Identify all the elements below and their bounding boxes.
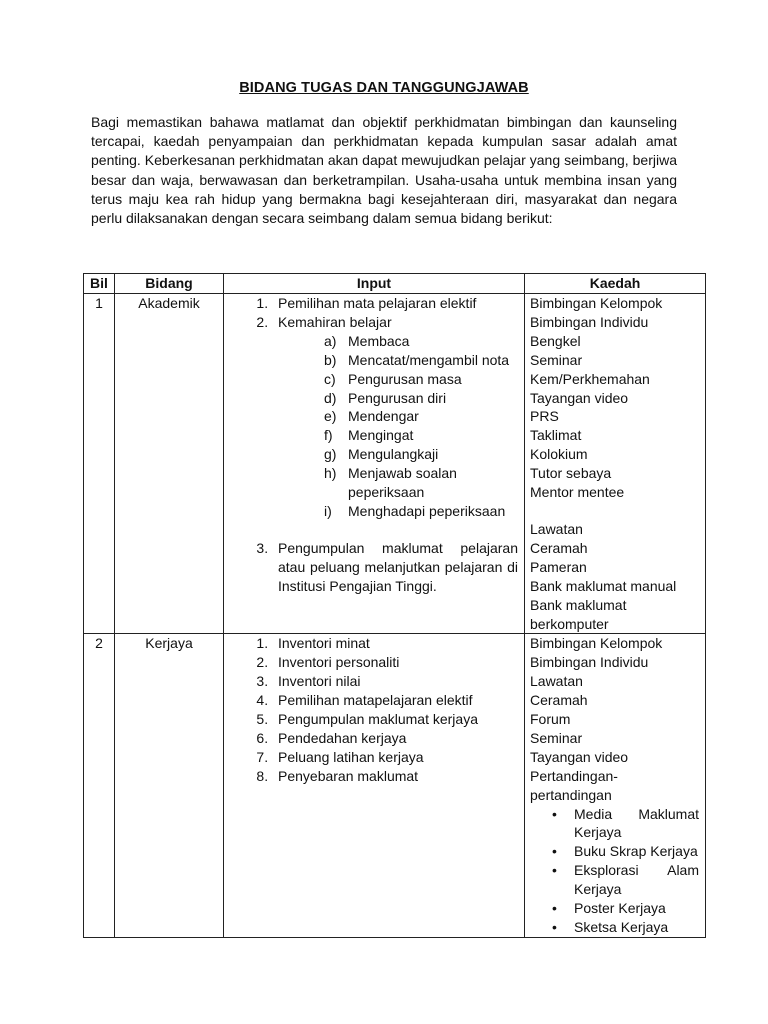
sub-list-item: e) Mendengar	[324, 408, 419, 425]
row-bil: 1	[84, 294, 115, 634]
sub-list-item: h) Menjawab soalan peperiksaan	[324, 465, 457, 501]
list-item: Mentor mentee	[530, 484, 625, 501]
input-list-continued	[224, 539, 524, 596]
list-item: Seminar	[530, 729, 583, 746]
list-item: PRS	[530, 408, 559, 425]
input-list	[224, 634, 524, 785]
sub-list-item: i) Menghadapi peperiksaan	[324, 502, 506, 519]
list-item: Bimbingan Individu	[530, 654, 649, 671]
row-kaedah	[525, 294, 706, 634]
sub-list-item: a) Membaca	[324, 332, 410, 349]
list-item: 2. Kemahiran belajar a) Membaca b) Mencatat/mengambil nota c) Pengurusan masa d) Pengurusan diri e) Mendengar f) Mengingat g) Mengulangkaji h) Menjawab soalan peperiksaan i) Menghadapi peperiksaan	[272, 313, 524, 521]
list-item: berkomputer	[530, 615, 609, 632]
list-item: Bimbingan Individu	[530, 313, 649, 330]
header-input: Input	[224, 274, 525, 294]
sub-list-item: g) Mengulangkaji	[324, 446, 439, 463]
list-item: 6. Pendedahan kerjaya	[272, 729, 524, 748]
sub-list-item: b) Mencatat/mengambil nota	[324, 351, 510, 368]
list-item: 1. Inventori minat	[272, 634, 524, 653]
table-row	[84, 634, 706, 938]
list-item: Ceramah	[530, 539, 588, 556]
kaedah-list	[525, 634, 705, 937]
list-item: pertandingan	[530, 786, 612, 803]
row-kaedah	[525, 634, 706, 938]
list-item: Bimbingan Kelompok	[530, 295, 663, 311]
kaedah-list	[525, 294, 705, 633]
list-item: Pameran	[530, 558, 587, 575]
list-item: Bank maklumat manual	[530, 577, 677, 594]
header-bidang: Bidang	[115, 274, 224, 294]
list-item: Bengkel	[530, 332, 581, 349]
sub-list	[278, 332, 524, 521]
bullet-item: • Eksplorasi Alam Kerjaya	[574, 861, 699, 899]
list-item: Forum	[530, 711, 571, 728]
list-item: Bank maklumat	[530, 596, 627, 613]
list-item: 7. Peluang latihan kerjaya	[272, 748, 524, 767]
row-input	[224, 634, 525, 938]
list-item: 2. Inventori personaliti	[272, 653, 524, 672]
list-item: Taklimat	[530, 427, 582, 444]
list-item: Pertandingan-	[530, 767, 618, 784]
header-bil: Bil	[84, 274, 115, 294]
list-item: Bimbingan Kelompok	[530, 635, 663, 652]
kaedah-bullet-list	[530, 805, 699, 937]
row-bidang: Kerjaya	[115, 634, 224, 938]
list-item: 5. Pengumpulan maklumat kerjaya	[272, 710, 524, 729]
input-list	[224, 294, 524, 521]
bullet-item: • Media Maklumat Kerjaya	[574, 805, 699, 843]
bullet-item: • Poster Kerjaya	[574, 899, 699, 918]
table-row	[84, 294, 706, 634]
list-item: 4. Pemilihan matapelajaran elektif	[272, 691, 524, 710]
row-input	[224, 294, 525, 634]
list-item: Tayangan video	[530, 748, 629, 765]
list-item: Lawatan	[530, 520, 583, 537]
duties-table	[83, 273, 706, 938]
list-item: Lawatan	[530, 673, 583, 690]
table-header-row	[84, 274, 706, 294]
bullet-item: • Buku Skrap Kerjaya	[574, 842, 699, 861]
list-item: Tayangan video	[530, 389, 629, 406]
list-item: Kolokium	[530, 446, 588, 463]
header-kaedah: Kaedah	[525, 274, 706, 294]
sub-list-item: f) Mengingat	[324, 427, 414, 444]
document-title: BIDANG TUGAS DAN TANGGUNGJAWAB	[239, 80, 529, 96]
bullet-item: • Sketsa Kerjaya	[574, 918, 699, 937]
sub-list-item: c) Pengurusan masa	[324, 370, 462, 387]
list-item: 3. Inventori nilai	[272, 672, 524, 691]
sub-list-item: d) Pengurusan diri	[324, 389, 447, 406]
list-item: 1. Pemilihan mata pelajaran elektif	[272, 294, 524, 313]
intro-paragraph: Bagi memastikan bahawa matlamat dan objektif perkhidmatan bimbingan dan kaunseling tercapai, kaedah penyampaian dan perkhidmatan kepada kumpulan sasar adalah amat penting. Keberkesanan perkhidmatan akan dapat mewujudkan pelajar yang seimbang, berjiwa besar dan waja, berwawasan dan berketrampilan. Usaha-usaha untuk membina insan yang terus maju kea rah hidup yang bermakna bagi kesejahteraan diri, masyarakat dan negara perlu dilaksanakan dengan secara seimbang dalam semua bidang berikut:	[91, 114, 677, 227]
list-item: Ceramah	[530, 692, 588, 709]
list-item: Tutor sebaya	[530, 465, 612, 482]
row-bidang: Akademik	[115, 294, 224, 634]
list-item: 8. Penyebaran maklumat	[272, 767, 524, 786]
list-item: Seminar	[530, 351, 583, 368]
list-item: Kem/Perkhemahan	[530, 370, 650, 387]
list-item: 3. Pengumpulan maklumat pelajaran atau peluang melanjutkan pelajaran di Institusi Pengajian Tinggi.	[272, 539, 524, 596]
row-bil: 2	[84, 634, 115, 938]
